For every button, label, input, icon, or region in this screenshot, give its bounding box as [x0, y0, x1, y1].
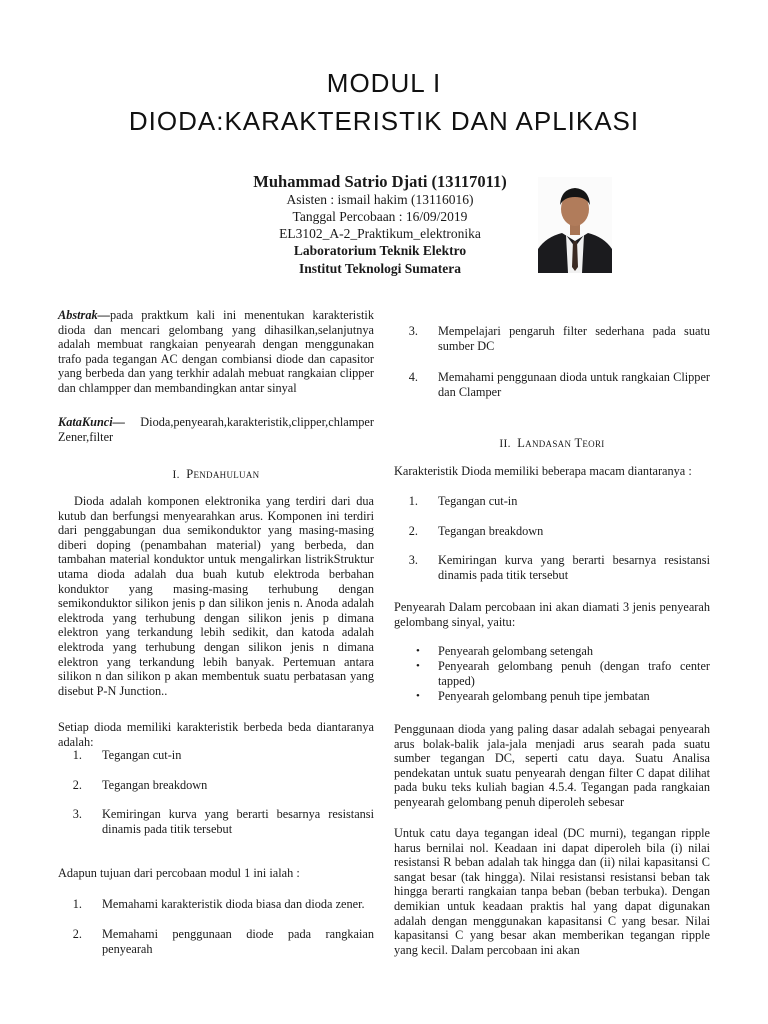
characteristics-intro: Setiap dioda memiliki karakteristik berbeda beda diantaranya adalah:	[58, 720, 374, 749]
author-photo	[538, 177, 612, 273]
keywords-label: KataKunci	[58, 415, 113, 429]
institution-name: Institut Teknologi Sumatera	[298, 261, 462, 276]
usage-paragraph: Penggunaan dioda yang paling dasar adalah sebagai penyearah arus bolak-balik jala-jala menjadi arus searah pada suatu sumber tegangan DC, seperti catu daya. Suatu Analisa pendekatan untuk suatu penyearah dengan filter C dapat dilihat pada buku teks kuliah bagian 4.5.4. Tegangan pada rangkaian penyearah gelombang penuh diperoleh sebesar	[394, 722, 710, 809]
course-code: EL3102_A-2_Praktikum_elektronika	[279, 226, 481, 241]
experiment-date: Tanggal Percobaan : 16/09/2019	[292, 209, 468, 224]
abstract-text: pada praktkum kali ini menentukan karakteristik dioda dan mencari gelombang yang dihasilkan,selanjutnya adalah membuat rangkaian penyearah dengan menggunakan trafo pada tegangan AC dengan combiansi diode dan capasitor yang berbeda dan yang terkhir adalah mebuat rangkaian clipper dan chlampper dan membandingkan antar sinyal	[58, 308, 374, 395]
abstract-label: Abstrak	[58, 308, 98, 322]
intro-paragraph: Dioda adalah komponen elektronika yang terdiri dari dua kutub dan berfungsi menyearahkan arus. Komponen ini terdiri dari penggabungan dua semikonduktor yang masing-masing diberi doping (penambahan material) yang berbeda, dan tambahan material konduktor untuk mengalirkan listrikStruktur utama dioda adalah dua buah kutub elektroda berbahan konduktor yang masing-masing terhubung dengan semikonduktor silikon jenis p dan silikon jenis n. Anoda adalah elektroda yang terhubung dengan silikon jenis p dimana elektron yang terkandung lebih sedikit, dan katoda adalah elektroda yang terhubung dengan silikon jenis n dimana elektron yang terkandung lebih banyak. Pertemuan antara silikon n dan silikon p akan membentuk suatu perbatasan yang disebut P-N Junction..	[58, 494, 374, 698]
section-heading-2: II. Landasan Teori	[499, 436, 605, 450]
abstract: Abstrak—pada praktkum kali ini menentukan karakteristik dioda dan mencari gelombang yang dihasilkan,selanjutnya adalah membuat rangkaian penyearah dengan menggunakan trafo pada tegangan AC dengan combiansi diode dan capasitor yang berbeda dan yang terkhir adalah mebuat rangkaian clipper dan chlampper dan membandingkan antar sinyal	[58, 308, 374, 395]
goals-intro: Adapun tujuan dari percobaan modul 1 ini ialah :	[58, 866, 300, 880]
title-line-1: MODUL I	[326, 68, 442, 98]
author-name: Muhammad Satrio Djati (13117011)	[253, 172, 507, 191]
keywords-text: Dioda,penyearah,karakteristik,clipper,chlamper Zener,filter	[58, 415, 374, 444]
theory-intro: Karakteristik Dioda memiliki beberapa macam diantaranya :	[394, 464, 692, 478]
keywords: KataKunci— Dioda,penyearah,karakteristik,clipper,chlamper Zener,filter	[58, 415, 374, 444]
ripple-paragraph: Untuk catu daya tegangan ideal (DC murni), tegangan ripple harus bernilai nol. Keadaan ini dapat diperoleh bila (i) nilai resistansi R beban adalah tak hingga dan (ii) nilai kapasitansi C sangat besar (tak hingga). Nilai resistansi resistansi beban tak hingga berarti rangkaian tanpa beban (beban terbuka). Dengan demikian untuk keadaan praktis hal yang dapat digunakan adalah dengan menggunakan kapasitansi C yang besar. Nilai kapasitansi C yang besar akan memberikan tegangan ripple yang kecil. Dalam percobaan ini akan	[394, 826, 710, 957]
assistant-info: Asisten : ismail hakim (13116016)	[286, 192, 474, 207]
title-line-2: DIODA:KARAKTERISTIK DAN APLIKASI	[128, 106, 640, 136]
rectifier-intro: Penyearah Dalam percobaan ini akan diamati 3 jenis penyearah gelombang sinyal, yaitu:	[394, 600, 710, 629]
section-heading-1: I. Pendahuluan	[172, 467, 260, 481]
lab-name: Laboratorium Teknik Elektro	[293, 243, 467, 258]
